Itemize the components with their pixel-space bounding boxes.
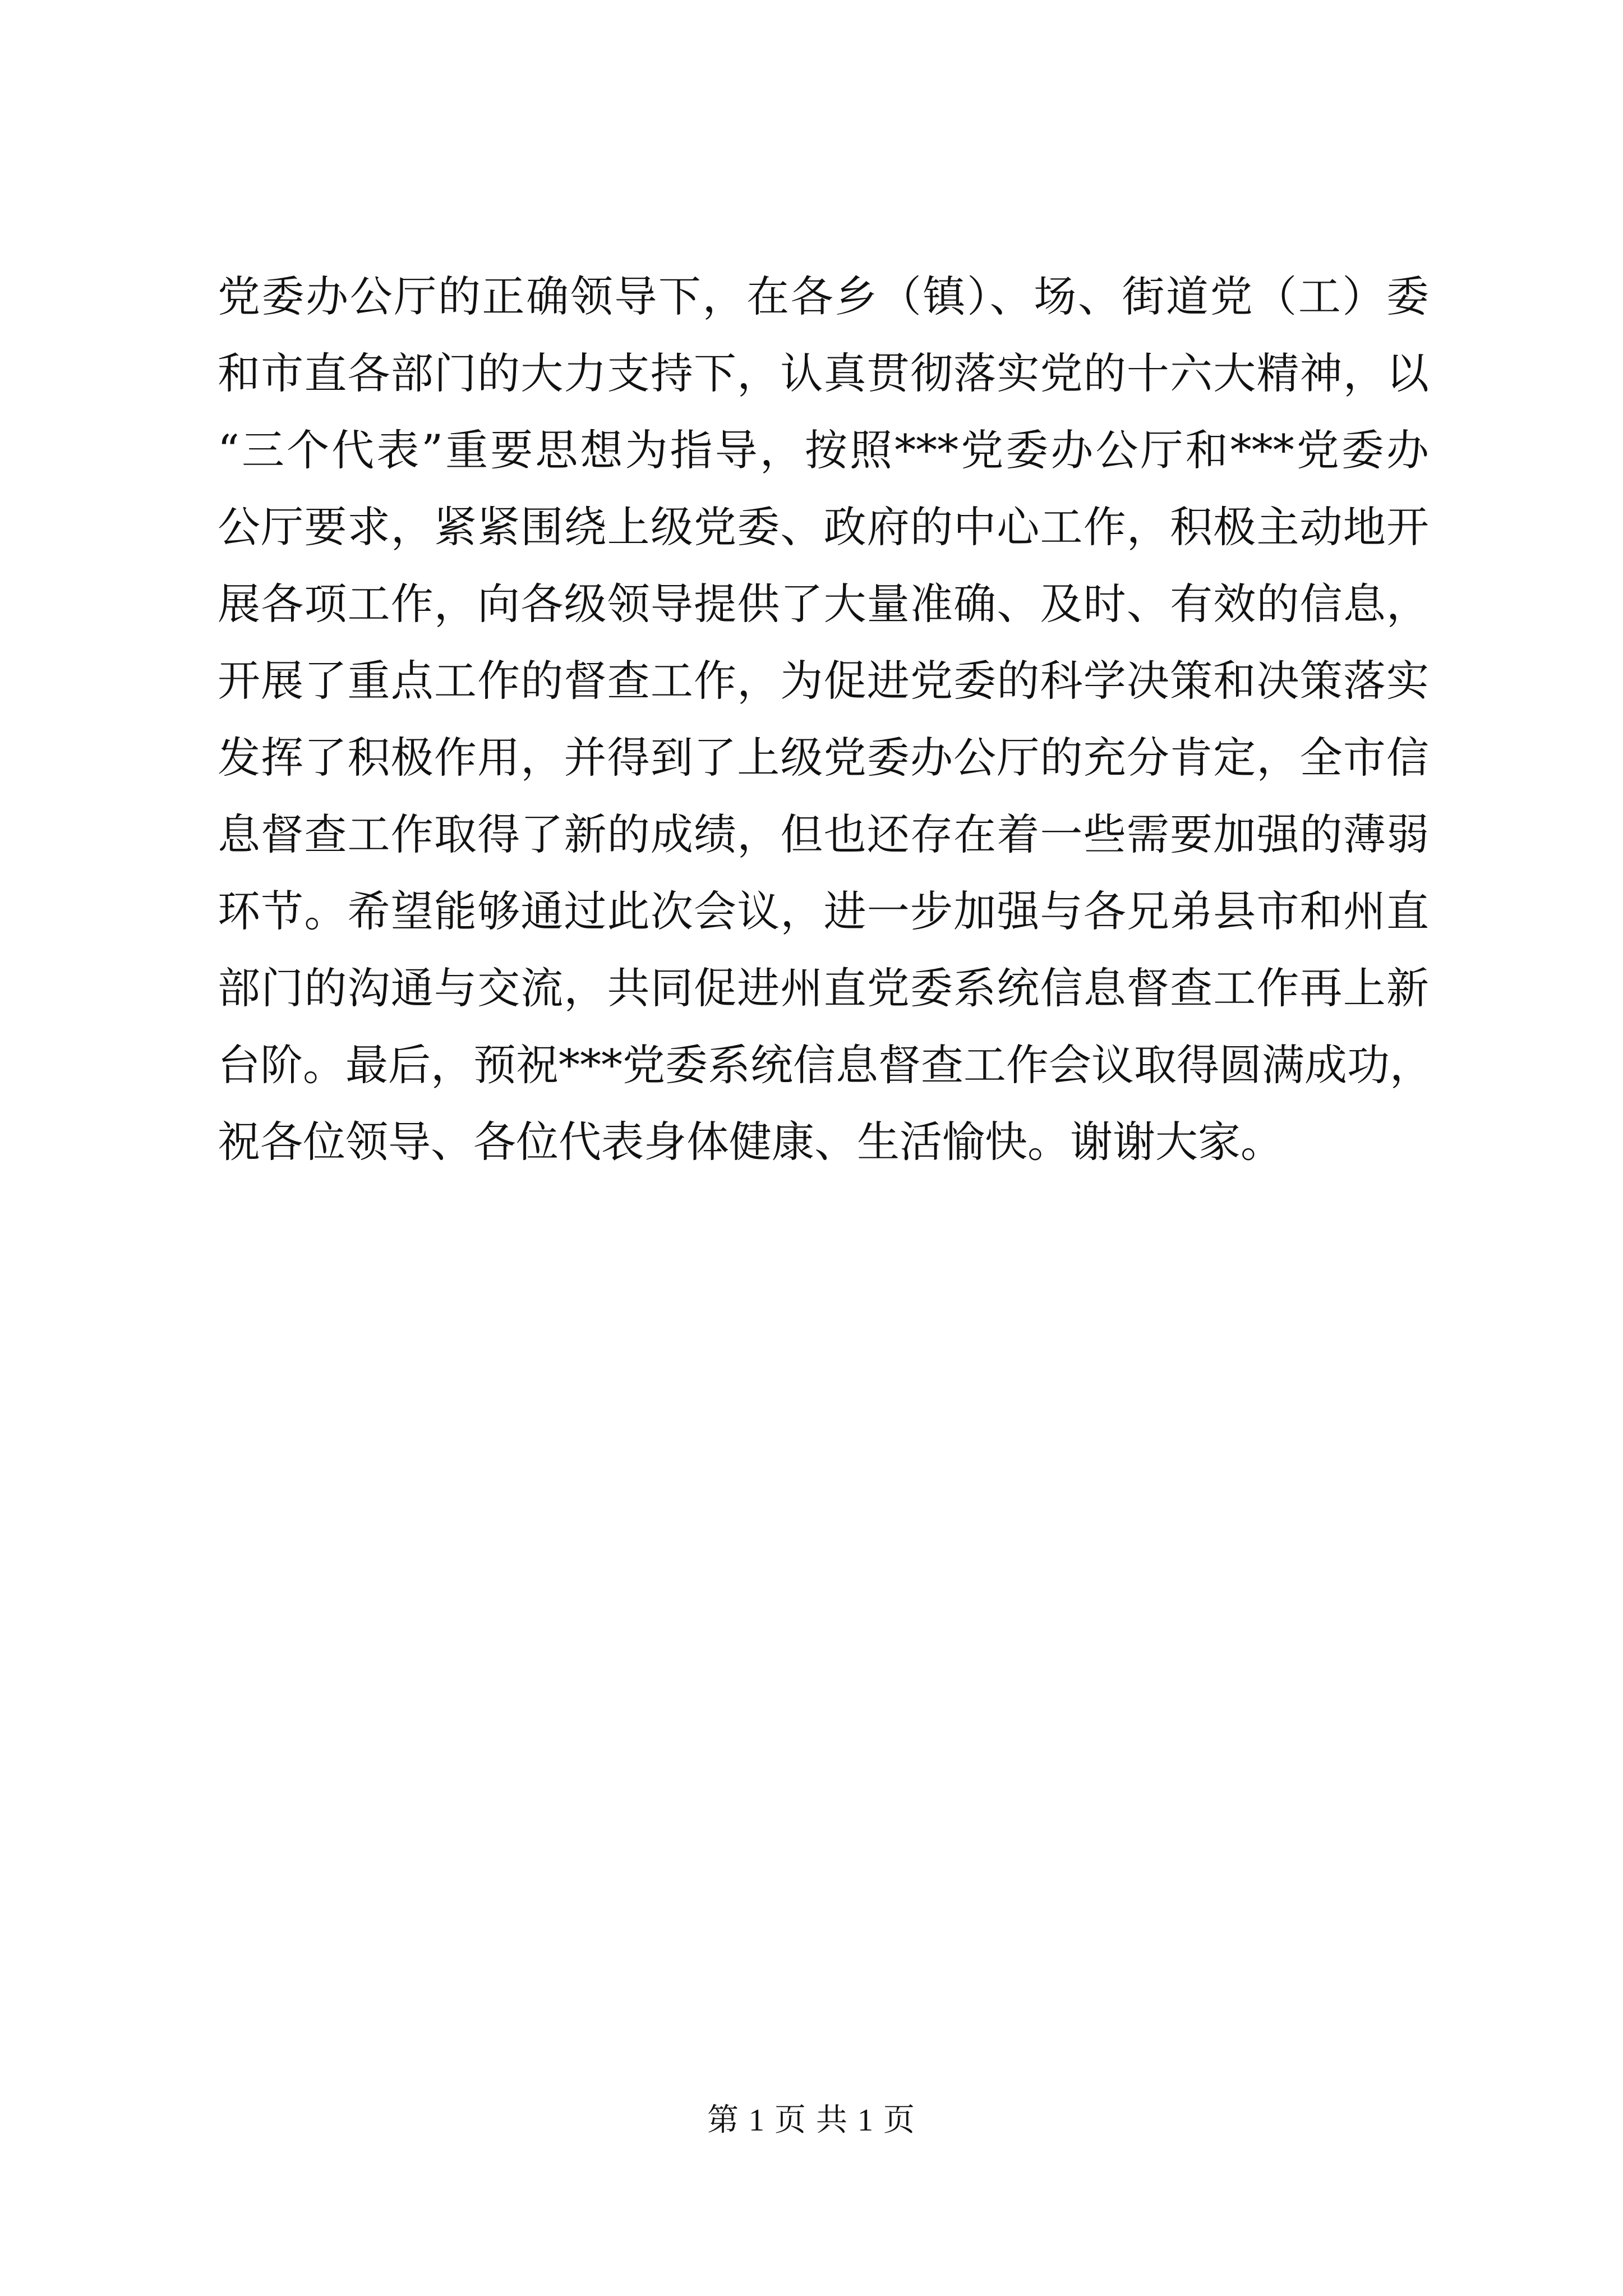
- body-paragraph: [218, 258, 1432, 1180]
- paragraph-line: 党委办公厅的正确领导下，在各乡（镇）、场、街道党（工）委: [218, 272, 1429, 321]
- paragraph-line: 祝各位领导、各位代表身体健康、生活愉快。谢谢大家。: [218, 1117, 1283, 1167]
- paragraph-line: 公厅要求，紧紧围绕上级党委、政府的中心工作，积极主动地开: [218, 502, 1429, 552]
- paragraph-line: 台阶。最后，预祝***党委系统信息督查工作会议取得圆满成功，: [218, 1040, 1432, 1090]
- page-number-footer: 第 1 页 共 1 页: [707, 2103, 916, 2138]
- paragraph-line: 部门的沟通与交流，共同促进州直党委系统信息督查工作再上新: [218, 963, 1429, 1013]
- paragraph-line: 展各项工作，向各级领导提供了大量准确、及时、有效的信息，: [218, 579, 1429, 629]
- paragraph-line: 息督查工作取得了新的成绩，但也还存在着一些需要加强的薄弱: [218, 809, 1429, 859]
- paragraph-line: 环节。希望能够通过此次会议，进一步加强与各兄弟县市和州直: [218, 886, 1429, 936]
- paragraph-line: “三个代表”重要思想为指导，按照***党委办公厅和***党委办: [218, 425, 1429, 475]
- paragraph-line: 开展了重点工作的督查工作，为促进党委的科学决策和决策落实: [218, 656, 1429, 706]
- paragraph-line: 和市直各部门的大力支持下，认真贯彻落实党的十六大精神，以: [218, 348, 1429, 398]
- paragraph-line: 发挥了积极作用，并得到了上级党委办公厅的充分肯定，全市信: [218, 733, 1429, 783]
